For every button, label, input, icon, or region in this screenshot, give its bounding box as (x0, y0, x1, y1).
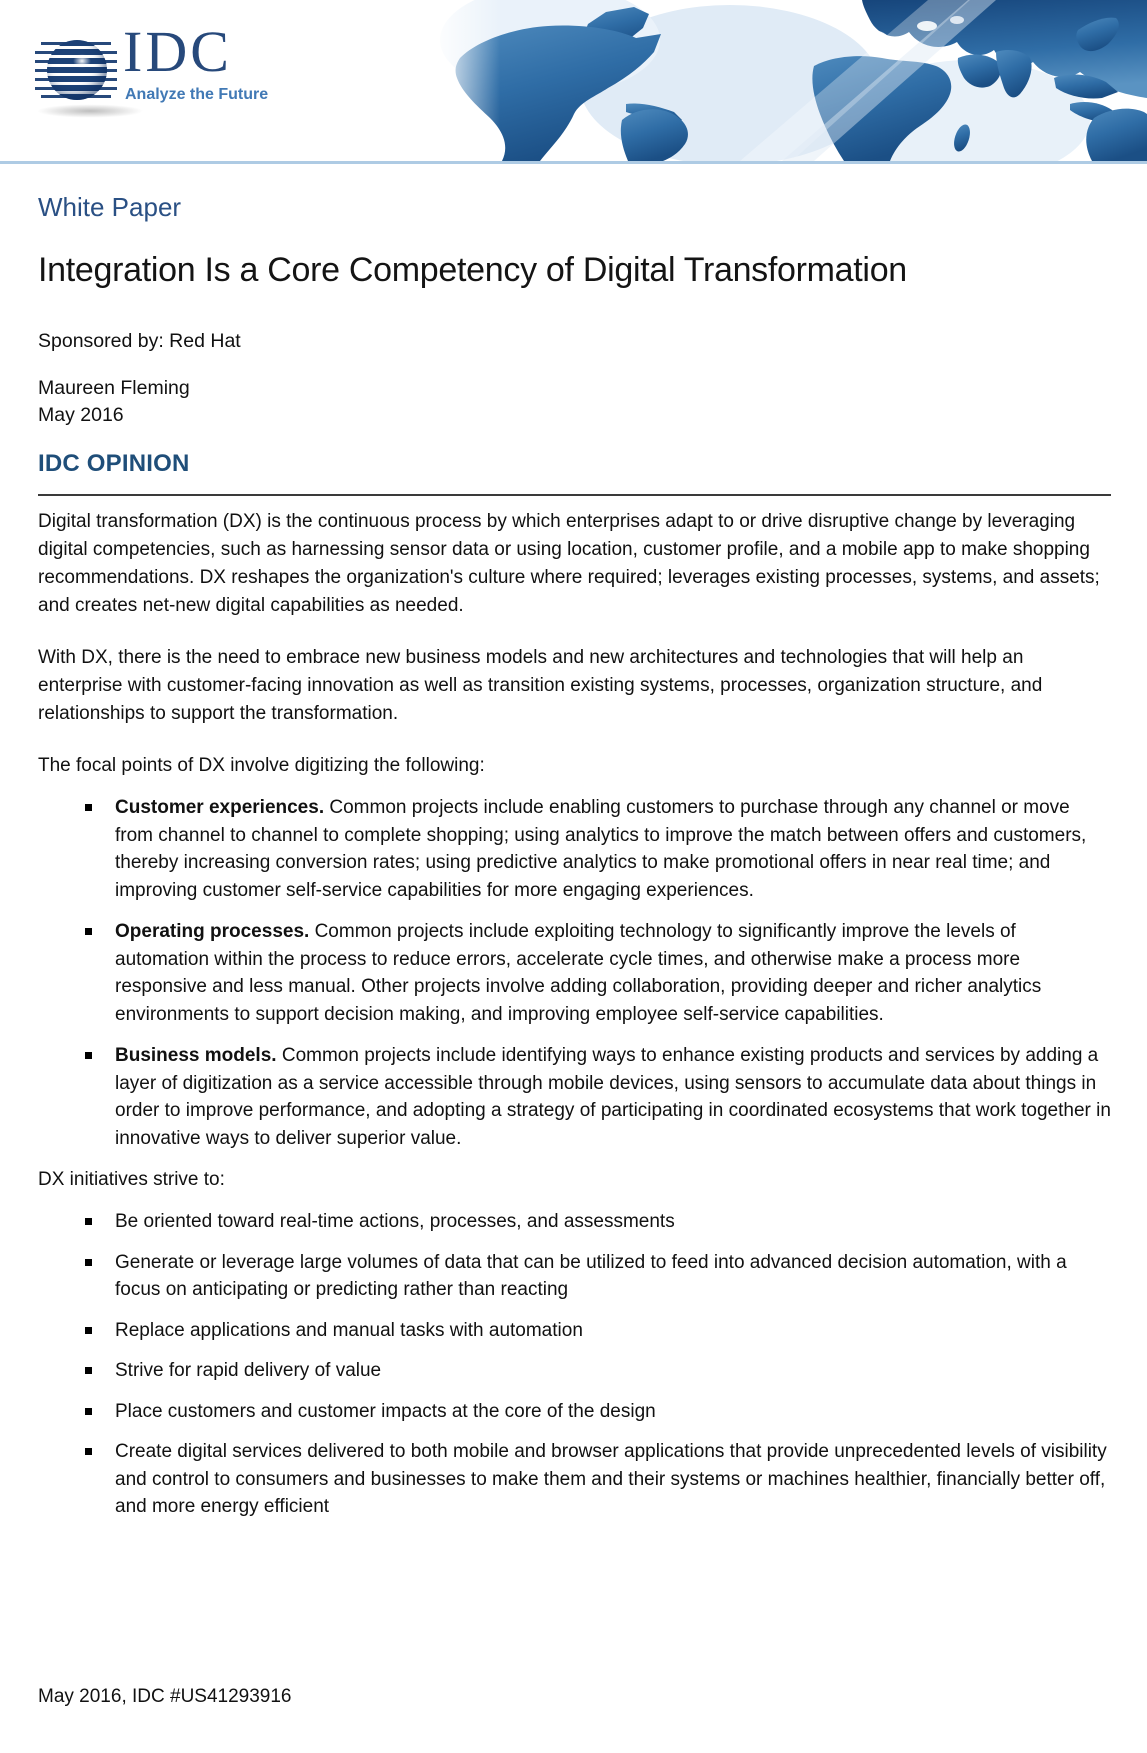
bullet-text: Be oriented toward real-time actions, processes, and assessments (115, 1211, 675, 1232)
opinion-paragraph-2: With DX, there is the need to embrace new business models and new architectures and technologies that will help an enterprise with customer-facing innovation as well as transition existing systems, processes, organization structure, and relationships to support the transformation. (38, 647, 1043, 724)
bullet-text: Common projects include identifying ways to enhance existing products and services by adding a layer of digitization as a service accessible through mobile devices, using sensors to accumulate data about things in order to improve performance, and adopting a strategy of participating in coordinated ecosystems that work together in innovative ways to deliver superior value. (115, 1045, 1111, 1149)
list-item (38, 1357, 1111, 1385)
list-item (38, 1398, 1111, 1426)
bullet-text: Replace applications and manual tasks with automation (115, 1319, 583, 1341)
strive-intro: DX initiatives strive to: (38, 1169, 225, 1190)
bullet-text: Create digital services delivered to both mobile and browser applications that provide unprecedented levels of visibility and control to consumers and businesses to make them and their systems or machines healthier, financially better off, and more energy efficient (115, 1441, 1107, 1517)
bullet-square-icon (85, 804, 92, 811)
focal-intro: The focal points of DX involve digitizing the following: (38, 755, 485, 776)
focal-list (38, 794, 1111, 1152)
footer-line: May 2016, IDC #US41293916 (38, 1686, 292, 1707)
section-heading-idc-opinion: IDC OPINION (38, 450, 190, 477)
document-body (38, 0, 1111, 1534)
bullet-square-icon (85, 1408, 92, 1415)
sponsor-line: Sponsored by: Red Hat (38, 330, 241, 352)
bullet-square-icon (85, 1367, 92, 1374)
bullet-text: Common projects include enabling customers to purchase through any channel or move from channel to channel to complete shopping; using analytics to improve the match between offers and customers, thereby increasing conversion rates; using predictive analytics to make promotional offers in near real time; and improving customer self-service capabilities for more engaging experiences. (115, 797, 1087, 901)
list-item (38, 1249, 1111, 1304)
bullet-lead: Business models. (115, 1045, 277, 1066)
logo-tagline: Analyze the Future (125, 86, 269, 103)
bullet-lead: Operating processes. (115, 921, 310, 942)
bullet-text: Strive for rapid delivery of value (115, 1360, 382, 1381)
list-item (38, 1208, 1111, 1236)
bullet-lead: Customer experiences. (115, 797, 325, 818)
list-item (38, 794, 1111, 904)
list-item (38, 1438, 1111, 1521)
white-paper-label: White Paper (38, 192, 182, 222)
bullet-text: Common projects include exploiting technology to significantly improve the levels of automation within the process to reduce errors, accelerate cycle times, and otherwise make a process more responsive and less manual. Other projects involve adding collaboration, providing deeper and richer analytics environments to support decision making, and improving employee self-service capabilities. (115, 921, 1042, 1025)
bullet-text: Place customers and customer impacts at the core of the design (115, 1400, 656, 1422)
opinion-paragraph-1: Digital transformation (DX) is the continuous process by which enterprises adapt to or drive disruptive change by leveraging digital competencies, such as harnessing sensor data or using location, customer profile, and a mobile app to make shopping recommendations. DX reshapes the organization's culture where required; leverages existing processes, systems, and assets; and creates net-new digital capabilities as needed. (38, 511, 1100, 616)
publish-date: May 2016 (38, 404, 124, 426)
page-title: Integration Is a Core Competency of Digital Transformation (38, 251, 907, 289)
bullet-text: Generate or leverage large volumes of data that can be utilized to feed into advanced decision automation, with a focus on anticipating or predicting rather than reacting (115, 1251, 1067, 1300)
list-item (38, 918, 1111, 1028)
strive-list (38, 1208, 1111, 1521)
bullet-square-icon (85, 1259, 92, 1266)
bullet-square-icon (85, 928, 92, 935)
bullet-square-icon (85, 1052, 92, 1059)
section-rule (38, 494, 1111, 496)
byline-block (38, 375, 1111, 429)
bullet-square-icon (85, 1448, 92, 1455)
bullet-square-icon (85, 1218, 92, 1225)
author-name: Maureen Fleming (38, 377, 190, 399)
bullet-square-icon (85, 1327, 92, 1334)
list-item (38, 1317, 1111, 1345)
logo-text: IDC (123, 19, 232, 84)
list-item (38, 1042, 1111, 1152)
